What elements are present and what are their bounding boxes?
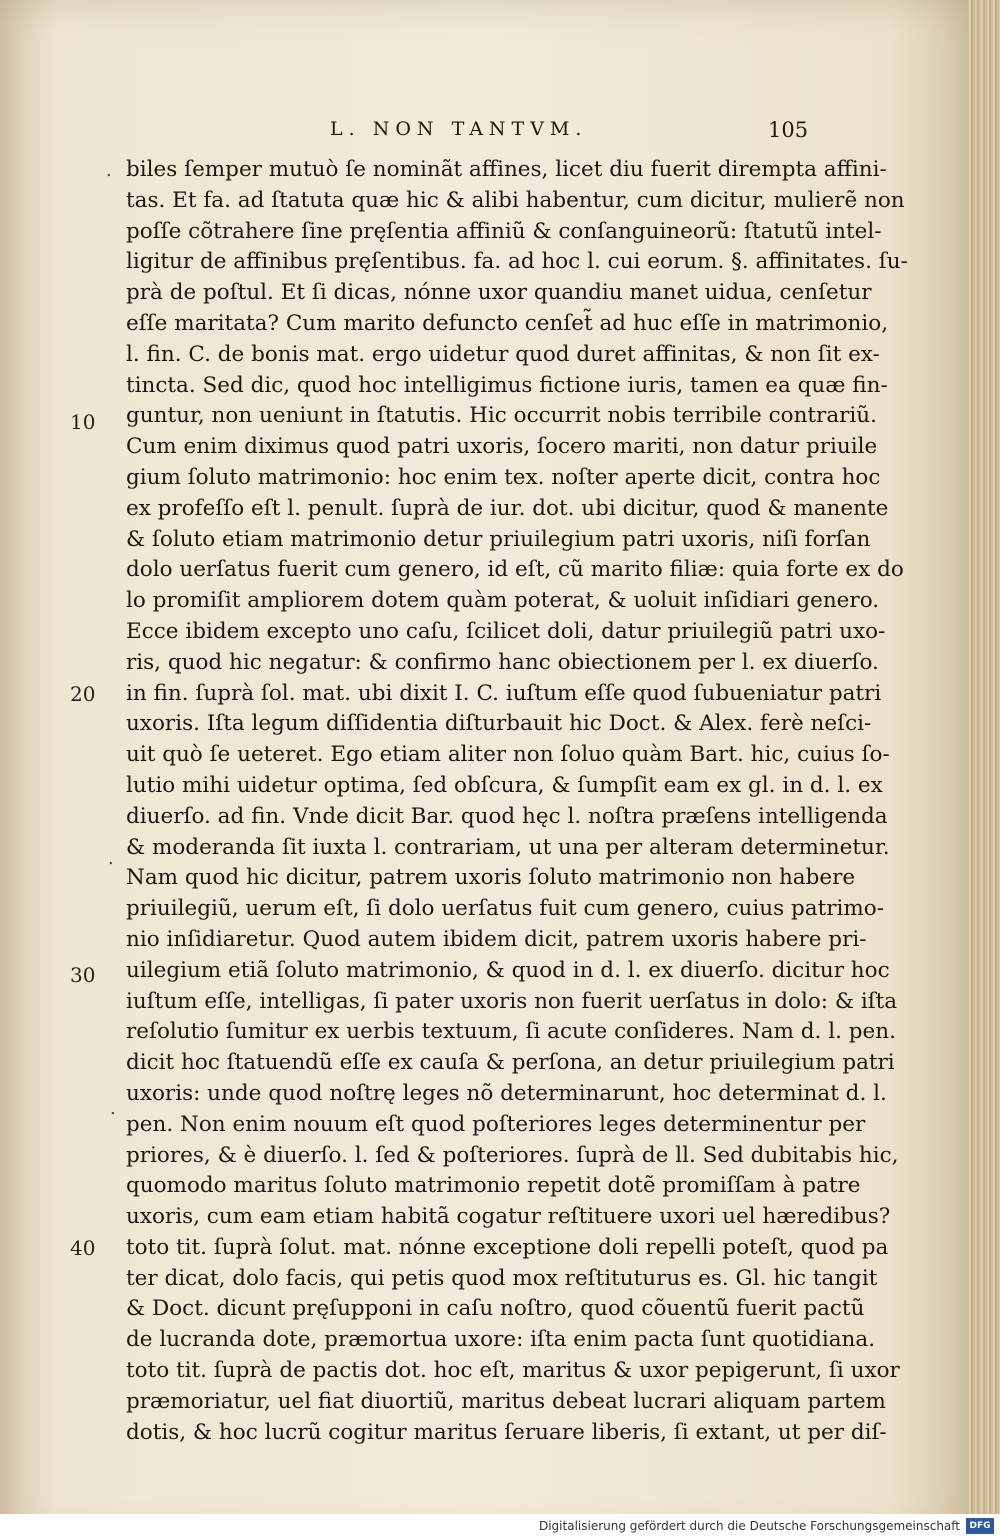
running-head: L. NON TANTVM. — [330, 118, 588, 140]
text-line: tincta. Sed dic, quod hoc intelligimus fictione iuris, tamen ea quæ fin- — [126, 372, 888, 398]
page-number: 105 — [768, 118, 809, 142]
text-line: ligitur de affinibus pręſentibus. fa. ad hoc l. cui eorum. §. affinitates. ſu- — [126, 249, 908, 275]
text-line: eſſe maritata? Cum marito defuncto cenſet̃ ad huc eſſe in matrimonio, — [126, 310, 889, 336]
text-line: guntur, non ueniunt in ſtatutis. Hic occurrit nobis terribile contrariũ. — [126, 403, 877, 429]
text-line: dicit hoc ſtatuendũ eſſe ex cauſa & perſona, an detur priuilegium patri — [126, 1050, 895, 1076]
text-line: uxoris, cum eam etiam habitã cogatur reſtituere uxori uel hæredibus? — [126, 1204, 891, 1230]
text-line: pen. Non enim nouum eſt quod poſteriores leges determinentur per — [126, 1111, 866, 1137]
text-line: ex profeſſo eſt l. penult. ſuprà de iur. dot. ubi dicitur, quod & manente — [126, 495, 889, 521]
text-line: priores, & è diuerſo. l. ſed & poſteriores. ſuprà de ll. Sed dubitabis hic, — [126, 1142, 899, 1168]
text-line: diuerſo. ad fin. Vnde dicit Bar. quod hęc l. noſtra præſens intelligenda — [126, 803, 888, 829]
text-line: iuſtum eſſe, intelligas, ſi pater uxoris non fuerit uerſatus in dolo: & iſta — [126, 988, 898, 1014]
text-line: l. fin. C. de bonis mat. ergo uidetur quod duret affinitas, & non ſit ex- — [126, 341, 880, 367]
text-line: Cum enim diximus quod patri uxoris, ſocero mariti, non datur priuile — [126, 434, 878, 460]
text-line: quomodo maritus ſoluto matrimonio repetit dotẽ promiſſam à patre — [126, 1173, 861, 1199]
text-line: toto tit. ſuprà de pactis dot. hoc eſt, maritus & uxor pepigerunt, ſi uxor — [126, 1358, 900, 1384]
text-line: biles ſemper mutuò ſe nominãt affines, licet diu fuerit dirempta affini- — [126, 157, 887, 182]
text-line: de lucranda dote, præmortua uxore: iſta enim pacta ſunt quotidiana. — [126, 1327, 876, 1353]
line-number-10: 10 — [70, 410, 96, 434]
text-line: & moderanda ſit iuxta l. contrariam, ut una per alteram determinetur. — [126, 834, 890, 860]
text-line: & Doct. dicunt pręſupponi in caſu noſtro, quod cõuentũ fuerit pactũ — [126, 1296, 865, 1322]
text-line: lo promiſit ampliorem dotem quàm poterat, & uoluit inſidiari genero. — [126, 588, 880, 614]
text-line: uxoris: unde quod noſtrę leges nõ determinarunt, hoc determinat d. l. — [126, 1080, 887, 1106]
margin-dot-mark: . — [110, 1098, 116, 1119]
text-line: gium ſoluto matrimonio: hoc enim tex. noſter aperte dicit, contra hoc — [126, 464, 881, 490]
text-line: nio inſidiaretur. Quod autem ibidem dicit, patrem uxoris habere pri- — [126, 926, 867, 952]
text-line: tas. Et fa. ad ſtatuta quæ hic & alibi habentur, cum dicitur, mulierẽ non — [126, 187, 905, 213]
text-line: poſſe cõtrahere ſine pręſentia affiniũ & conſanguineorũ: ſtatutũ intel- — [126, 218, 882, 244]
text-line: uxoris. Iſta legum diſſidentia diſturbauit hic Doct. & Alex. ferè neſci- — [126, 711, 872, 737]
text-line: toto tit. ſuprà ſolut. mat. nónne exceptione doli repelli poteſt, quod pa — [126, 1234, 889, 1260]
funding-credit: Digitalisierung gefördert durch die Deutsche Forschungsgemeinschaft — [538, 1519, 960, 1533]
text-line: & ſoluto etiam matrimonio detur priuilegium patri uxoris, niſi forſan — [126, 526, 871, 552]
text-line: Ecce ibidem excepto uno caſu, ſcilicet doli, datur priuilegiũ patri uxo- — [126, 618, 886, 644]
page-header — [0, 118, 968, 148]
body-text — [126, 155, 908, 1448]
text-line: prà de poſtul. Et ſi dicas, nónne uxor quandiu manet uidua, cenſetur — [126, 280, 872, 306]
text-line: uilegium etiã ſoluto matrimonio, & quod in d. l. ex diuerſo. dicitur hoc — [126, 957, 890, 983]
line-number-20: 20 — [70, 682, 96, 706]
line-number-40: 40 — [70, 1236, 96, 1260]
margin-dot-mark: . — [108, 848, 114, 869]
book-page-edges — [968, 0, 1000, 1540]
margin-dot-mark: . — [106, 160, 112, 181]
text-line: ris, quod hic negatur: & confirmo hanc obiectionem per l. ex diuerſo. — [126, 649, 879, 675]
text-line: in fin. ſuprà ſol. mat. ubi dixit I. C. iuſtum eſſe quod ſubueniatur patri — [126, 680, 882, 706]
text-line: dolo uerſatus fuerit cum genero, id eſt, cũ marito filiæ: quia forte ex do — [126, 557, 904, 583]
text-line: ter dicat, dolo facis, qui petis quod mox reſtituturus es. Gl. hic tangit — [126, 1265, 878, 1291]
digitization-footer — [0, 1514, 1000, 1540]
text-line: uit quò ſe ueteret. Ego etiam aliter non ſoluo quàm Bart. hic, cuius ſo- — [126, 742, 890, 768]
line-number-30: 30 — [70, 963, 96, 987]
text-line: priuilegiũ, uerum eſt, ſi dolo uerſatus fuit cum genero, cuius patrimo- — [126, 896, 884, 922]
text-line: præmoriatur, uel fiat diuortiũ, maritus debeat lucrari aliquam partem — [126, 1388, 886, 1414]
text-line: Nam quod hic dicitur, patrem uxoris ſoluto matrimonio non habere — [126, 865, 856, 891]
text-line: reſolutio ſumitur ex uerbis textuum, ſi acute conſideres. Nam d. l. pen. — [126, 1019, 896, 1045]
dfg-logo-icon: DFG — [966, 1518, 994, 1534]
text-line: dotis, & hoc lucrũ cogitur maritus ſeruare liberis, ſi extant, ut per diſ- — [126, 1419, 887, 1445]
text-line: lutio mihi uidetur optima, ſed obſcura, & ſumpſit eam ex gl. in d. l. ex — [126, 772, 883, 798]
